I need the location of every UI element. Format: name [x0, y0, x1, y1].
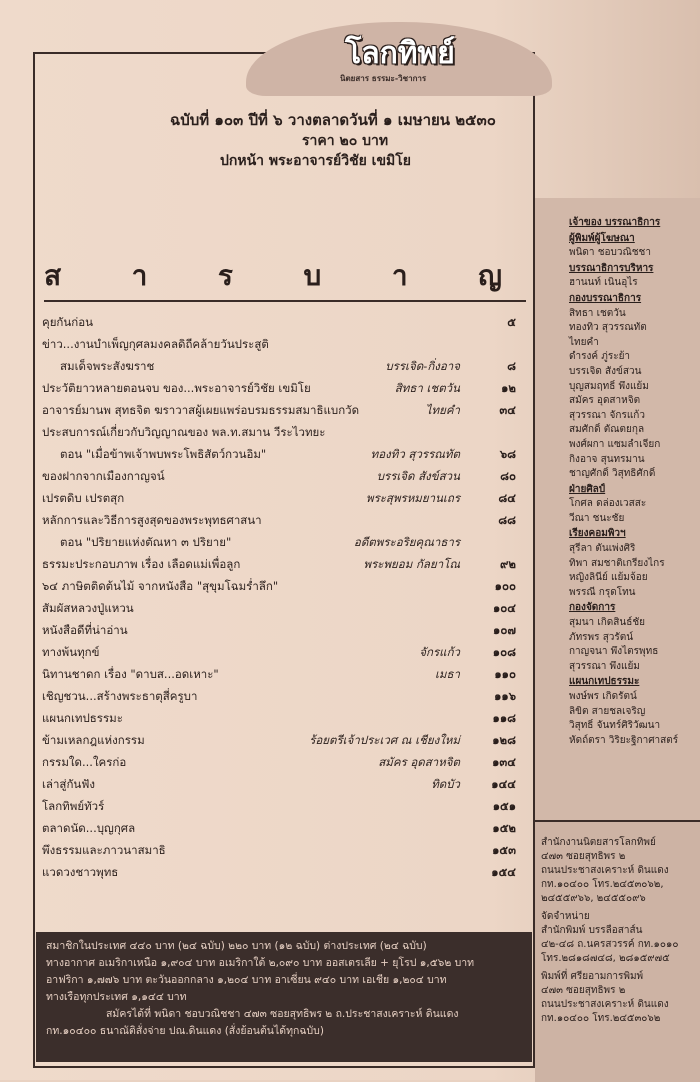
sidebar-line: ภัทรพร สุวรัตน์: [569, 631, 634, 643]
sidebar-block: [539, 216, 697, 748]
subscription-line: สมัครได้ที่ พนิดา ชอบวณิชชา ๔๗๓ ซอยสุทธิพร ๒ ถ.ประชาสงเคราะห์ ดินแดง: [106, 1008, 459, 1020]
toc-title: โลกทิพย์ทัวร์: [42, 799, 105, 813]
toc-title: ข้ามเหลกฎแห่งกรรม: [42, 733, 145, 747]
sidebar-line: กิ่งอาจ สุนทรมาน: [569, 453, 645, 465]
toc-title: เชิญชวน...สร้างพระธาตุสี่ครูบา: [42, 689, 198, 703]
toc-author: ทิดบัว: [431, 777, 460, 791]
toc-author: ร้อยตรีเจ้าประเวศ ณ เชียงใหม่: [309, 733, 460, 747]
toc-author: สิทธา เชตวัน: [394, 381, 460, 395]
toc-entry[interactable]: [42, 619, 532, 641]
toc-heading-letter: ญ: [478, 259, 504, 292]
toc-heading-letter: บ: [303, 259, 324, 292]
sidebar-heading: พิมพ์ที่ ศรียอามการพิมพ์: [541, 971, 644, 982]
toc-title: สมเด็จพระสังฆราช: [60, 359, 155, 373]
toc-author: บรรเจิด-กิ่งอาจ: [385, 359, 460, 373]
table-of-contents: [42, 311, 532, 883]
toc-entry[interactable]: [42, 685, 532, 707]
sidebar-line: สิทธา เชตวัน: [569, 307, 626, 319]
toc-entry[interactable]: [42, 399, 532, 421]
sidebar-line: หัดถ์ตรา วิริยะฐิกาศาสตร์: [569, 734, 679, 746]
subscription-box: [36, 932, 532, 1062]
sidebar-line: ทองทิว สุวรรณทัต: [569, 322, 647, 334]
toc-heading-letter: ร: [217, 259, 235, 292]
sidebar-line: ลิขิต สายชลเจริญ: [569, 705, 646, 717]
toc-title: สัมผัสหลวงปู่แหวน: [42, 601, 134, 615]
toc-entry[interactable]: [42, 773, 532, 795]
sidebar-line: กท.๑๐๔๐๐ โทร.๒๔๕๓๐๖๒: [541, 1013, 661, 1024]
subscription-line: ทางเรือทุกประเทศ ๑,๑๔๔ บาท: [46, 991, 187, 1003]
toc-divider: [44, 300, 526, 302]
sidebar-block: [541, 836, 697, 1026]
office-sidebar: [535, 820, 700, 1082]
toc-page-number: ๑๑๐: [494, 667, 516, 681]
toc-entry[interactable]: [42, 443, 532, 465]
toc-author: ไทยคำ: [425, 403, 460, 417]
toc-entry[interactable]: [42, 575, 532, 597]
toc-title: นิทานชาดก เรื่อง "ดาบส...อดเหาะ": [42, 667, 219, 681]
sidebar-line: สุรีลา ตันเพ่งศิริ: [569, 543, 636, 555]
sidebar-line: สำนักพิมพ์ บรรลือสาส์น: [541, 925, 643, 936]
sidebar-line: สุวรรณา พึ่งแย้ม: [569, 660, 640, 672]
sidebar-line: สมศักดิ์ ตัณตยกุล: [569, 424, 645, 436]
toc-title: คุยกันก่อน: [42, 315, 93, 329]
toc-page-number: ๑๒: [501, 381, 516, 395]
toc-entry[interactable]: [42, 553, 532, 575]
price-line: ราคา ๒๐ บาท: [302, 133, 389, 149]
sidebar-line: หญิงลินีย์ แย้มจ้อย: [569, 572, 648, 584]
sidebar-line: ๔๗๓ ซอยสุทธิพร ๒: [541, 985, 626, 996]
sidebar-line: ดำรงค์ ภู่ระย้า: [569, 351, 631, 363]
toc-page-number: ๓๔: [499, 403, 516, 417]
toc-entry[interactable]: [42, 531, 532, 553]
toc-entry[interactable]: [42, 839, 532, 861]
toc-page-number: ๑๐๘: [492, 645, 516, 659]
toc-title: ข่าว...งานบำเพ็ญกุศลมงคลดิถีคล้ายวันประสูติ: [42, 337, 269, 351]
toc-entry[interactable]: [42, 707, 532, 729]
toc-title: พึงธรรมและภาวนาสมาธิ: [42, 843, 166, 857]
toc-title: อาจารย์มานพ สุทธจิต ฆราวาสผู้เผยแพร่อบรมธรรมสมาธิแบกวัด: [42, 403, 360, 417]
toc-entry[interactable]: [42, 751, 532, 773]
toc-entry[interactable]: [42, 795, 532, 817]
toc-entry[interactable]: [42, 861, 532, 883]
toc-page-number: ๑๓๔: [492, 755, 516, 769]
toc-page-number: ๘๐: [500, 469, 516, 483]
toc-author: จักรแก้ว: [419, 645, 460, 659]
toc-entry[interactable]: [42, 311, 532, 333]
sidebar-line: บุญสมฤทธิ์ พึ่งแย้ม: [569, 380, 649, 392]
toc-entry[interactable]: [42, 729, 532, 751]
sidebar-heading: กองบรรณาธิการ: [569, 292, 642, 304]
sidebar-line: วีณา ชนะชัย: [569, 512, 625, 524]
toc-page-number: ๑๔๔: [491, 777, 516, 791]
sidebar-heading: จัดจำหน่าย: [541, 911, 590, 922]
sidebar-heading: ผู้พิมพ์ผู้โฆษณา: [569, 232, 635, 244]
subscription-line: อาฟริกา ๑,๗๗๖ บาท ตะวันออกกลาง ๑,๒๐๔ บาท อาเซี่ยน ๙๔๐ บาท เอเชีย ๑,๒๐๔ บาท: [46, 974, 447, 986]
subscription-line: ทางอากาศ อเมริกาเหนือ ๑,๙๐๔ บาท อเมริกาใต้ ๒,๐๙๐ บาท ออสเตรเลีย + ยุโรป ๑,๕๖๒ บาท: [46, 957, 475, 969]
toc-title: ประสบการณ์เกี่ยวกับวิญญาณของ พล.ท.สมาน วีระไวทยะ: [42, 425, 326, 439]
toc-entry[interactable]: [42, 597, 532, 619]
sidebar-line: สุวรรณา จักรแก้ว: [569, 409, 645, 421]
toc-title: แวดวงชาวพุทธ: [42, 865, 119, 879]
toc-entry[interactable]: [42, 421, 532, 443]
sidebar-line: ฮานนท์ เนินอุไร: [569, 277, 638, 289]
sidebar-heading: สำนักงานนิตยสารโลกทิพย์: [541, 837, 656, 848]
toc-page-number: ๑๑๘: [492, 711, 516, 725]
toc-entry[interactable]: [42, 333, 532, 355]
toc-entry[interactable]: [42, 509, 532, 531]
cover-line: ปกหน้า พระอาจารย์วิชัย เขมิโย: [220, 153, 411, 169]
toc-title: ๖๔ ภาษิตติดต้นไม้ จากหนังสือ "สุขุมโฉมร่ำลึก": [42, 579, 279, 593]
toc-page-number: ๘๘: [498, 513, 516, 527]
toc-entry[interactable]: [42, 465, 532, 487]
toc-page-number: ๑๐๗: [493, 623, 516, 637]
toc-title: ของฝากจากเมืองกาญจน์: [42, 469, 165, 483]
sidebar-line: โทร.๒๘๑๘๗๔๘, ๒๘๑๕๙๗๕: [541, 953, 670, 964]
toc-page-number: ๑๑๖: [494, 689, 516, 703]
toc-entry[interactable]: [42, 377, 532, 399]
toc-title: กรรมใด...ใครก่อ: [42, 755, 127, 769]
toc-heading-letter: ส: [44, 259, 64, 292]
sidebar-line: พนิดา ชอบวณิชชา: [569, 247, 651, 259]
toc-author: พระพยอม กัลยาโณ: [363, 557, 460, 571]
toc-author: บรรเจิด สังข์สวน: [376, 469, 460, 483]
sidebar-heading: เจ้าของ บรรณาธิการ: [569, 217, 661, 228]
sidebar-line: พงษ์พร เกิดรัตน์: [569, 691, 637, 702]
sidebar-line: ถนนประชาสงเคราะห์ ดินแดง: [541, 865, 669, 876]
sidebar-heading: กองจัดการ: [569, 602, 616, 614]
sidebar-line: ถนนประชาสงเคราะห์ ดินแดง: [541, 999, 669, 1010]
sidebar-line: ไทยคำ: [569, 336, 599, 348]
toc-heading-letter: า: [131, 259, 150, 292]
sidebar-line: วิสุทธิ์ จันทร์ศิริวัฒนา: [569, 720, 661, 732]
sidebar-line: พงศ์ผกา แซมลำเจียก: [569, 438, 661, 450]
toc-page-number: ๕: [507, 315, 516, 329]
sidebar-line: สมัคร อุดสาหจิต: [569, 395, 641, 407]
toc-page-number: ๖๘: [499, 447, 516, 461]
toc-page-number: ๑๕๑: [492, 799, 516, 813]
toc-entry[interactable]: [42, 355, 532, 377]
toc-page-number: ๑๕๔: [491, 865, 516, 879]
toc-page-number: ๘๔: [498, 491, 516, 505]
toc-title: หลักการและวิธีการสูงสุดของพระพุทธศาสนา: [42, 513, 262, 527]
toc-author: พระสุพรหมยานเถร: [366, 491, 460, 505]
toc-author: สมัคร อุดสาหจิต: [378, 755, 460, 769]
toc-title: แผนกเทปธรรมะ: [42, 711, 123, 725]
toc-page-number: ๑๕๓: [492, 843, 516, 857]
subscription-line: สมาชิกในประเทศ ๔๔๐ บาท (๒๔ ฉบับ) ๒๒๐ บาท (๑๒ ฉบับ) ต่างประเทศ (๒๔ ฉบับ): [46, 940, 427, 952]
sidebar-line: สุมนา เกิดสินธ์ชัย: [569, 617, 645, 629]
sidebar-line: พรรณี กรุดโทน: [569, 586, 636, 598]
subscription-line: กท.๑๐๔๐๐ ธนาณัติสั่งจ่าย ปณ.ดินแดง (สั่งย้อนต้นได้ทุกฉบับ): [46, 1025, 324, 1037]
sidebar-line: ๔๗๓ ซอยสุทธิพร ๒: [541, 851, 626, 862]
toc-page-number: ๙๒: [499, 557, 516, 571]
toc-title: ประวัติยาวหลายตอนจบ ของ...พระอาจารย์วิชัย เขมิโย: [42, 381, 311, 395]
toc-title: เปรตดิบ เปรตสุก: [42, 491, 125, 505]
toc-page-number: ๘: [507, 359, 516, 373]
toc-page-number: ๑๐๔: [492, 601, 516, 615]
sidebar-line: ชาญศักดิ์ วิสุทธิศักดิ์: [569, 468, 656, 480]
sidebar-heading: ฝ่ายศิลป์: [569, 483, 606, 495]
sidebar-heading: เรียงคอมพิวฯ: [569, 528, 626, 540]
logo-subtitle: นิตยสาร ธรรมะ-วิชาการ: [340, 74, 427, 83]
toc-title: ตอน "เมื่อข้าพเจ้าพบพระโพธิสัตว์กวนอิม": [60, 447, 267, 461]
toc-entry[interactable]: [42, 663, 532, 685]
toc-heading: [44, 254, 504, 298]
toc-entry[interactable]: [42, 487, 532, 509]
sidebar-line: ๒๔๕๕๙๖๖, ๒๔๕๕๐๙๖: [541, 893, 646, 904]
toc-title: ตลาดนัด...บุญกุศล: [42, 821, 136, 835]
sidebar-line: บรรเจิด สังข์สวน: [569, 365, 642, 377]
toc-title: เล่าสู่กันฟัง: [42, 777, 96, 791]
sidebar-heading: แผนกเทปธรรมะ: [569, 676, 640, 688]
issue-line: ฉบับที่ ๑๐๓ ปีที่ ๖ วางตลาดวันที่ ๑ เมษายน ๒๕๓๐: [170, 111, 496, 129]
toc-title: ทางพ้นทุกข์: [42, 645, 100, 659]
toc-page-number: ๑๐๐: [494, 579, 516, 593]
sidebar-line: ทิพา สมชาติเกรียงไกร: [569, 557, 665, 569]
sidebar-line: ๔๒-๔๘ ถ.นครสวรรค์ กท.๑๐๑๐: [541, 939, 679, 950]
toc-entry[interactable]: [42, 817, 532, 839]
toc-title: หนังสือดีที่น่าอ่าน: [42, 623, 128, 637]
toc-title: ตอน "ปริยายแห่งตัณหา ๓ ปริยาย": [60, 535, 232, 549]
toc-author: อดีตพระอริยคุณาธาร: [353, 535, 460, 549]
toc-page-number: ๑๒๘: [492, 733, 516, 747]
sidebar-line: กท.๑๐๔๐๐ โทร.๒๔๕๓๐๖๒,: [541, 879, 664, 890]
toc-entry[interactable]: [42, 641, 532, 663]
toc-heading-letter: า: [391, 259, 410, 292]
sidebar-heading: บรรณาธิการบริหาร: [569, 262, 654, 274]
sidebar-line: กาญจนา พึ่งไตรพุทธ: [569, 646, 659, 658]
toc-author: เมธา: [435, 667, 460, 681]
toc-author: ทองทิว สุวรรณทัต: [370, 447, 460, 461]
magazine-logo: โลกทิพย์: [345, 36, 455, 71]
toc-page-number: ๑๕๒: [492, 821, 516, 835]
sidebar-line: โกศล ดล่องเวสสะ: [569, 498, 647, 510]
toc-title: ธรรมะประกอบภาพ เรื่อง เลือดแม่เพื่อลูก: [42, 557, 241, 571]
